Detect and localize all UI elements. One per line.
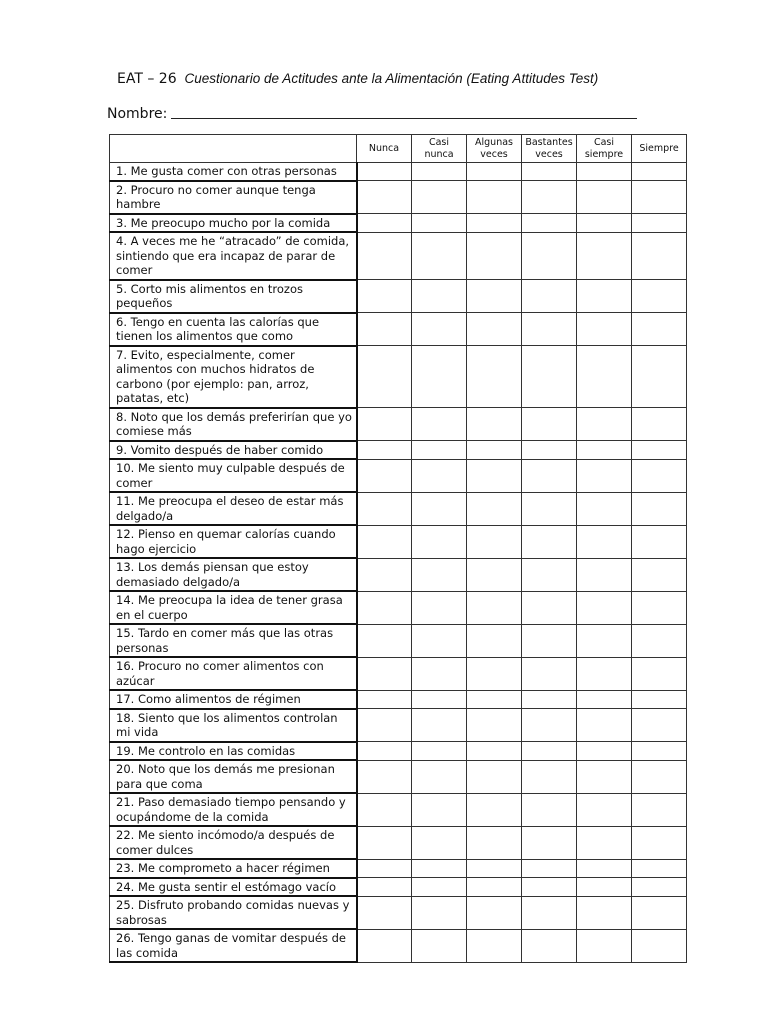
answer-cell[interactable] (467, 709, 522, 742)
table-row (110, 742, 687, 761)
answer-cell[interactable] (412, 878, 467, 897)
answer-cell[interactable] (522, 181, 577, 214)
header-corner (110, 135, 357, 163)
answer-cell[interactable] (632, 408, 687, 441)
answer-cell[interactable] (467, 181, 522, 214)
table-row (110, 793, 687, 826)
answer-cell[interactable] (357, 232, 412, 280)
answer-cell[interactable] (632, 492, 687, 525)
answer-cell[interactable] (467, 232, 522, 280)
table-row (110, 214, 687, 233)
answer-cell[interactable] (357, 214, 412, 233)
answer-cell[interactable] (632, 896, 687, 929)
name-underline[interactable] (171, 104, 637, 119)
answer-cell[interactable] (632, 163, 687, 181)
answer-cell[interactable] (357, 346, 412, 408)
table-row (110, 624, 687, 657)
answer-cell[interactable] (412, 760, 467, 793)
answer-cell[interactable] (467, 742, 522, 761)
answer-cell[interactable] (467, 558, 522, 591)
answer-cell[interactable] (577, 232, 632, 280)
question-text: 18. Siento que los alimentos controlan mi vida (110, 709, 357, 742)
table-row (110, 408, 687, 441)
answer-cell[interactable] (632, 232, 687, 280)
question-text: 16. Procuro no comer alimentos con azúcar (110, 657, 357, 690)
answer-cell[interactable] (467, 859, 522, 878)
document-title (117, 68, 737, 89)
question-text: 13. Los demás piensan que estoy demasiado delgado/a (110, 558, 357, 591)
answer-cell[interactable] (522, 793, 577, 826)
column-header: Bastantes veces (522, 135, 577, 163)
answer-cell[interactable] (632, 181, 687, 214)
answer-cell[interactable] (357, 408, 412, 441)
answer-cell[interactable] (577, 793, 632, 826)
answer-cell[interactable] (522, 859, 577, 878)
answer-cell[interactable] (577, 896, 632, 929)
answer-cell[interactable] (632, 441, 687, 460)
answer-cell[interactable] (412, 558, 467, 591)
answer-cell[interactable] (632, 525, 687, 558)
answer-cell[interactable] (577, 742, 632, 761)
answer-cell[interactable] (467, 929, 522, 962)
answer-cell[interactable] (522, 896, 577, 929)
answer-cell[interactable] (522, 558, 577, 591)
answer-cell[interactable] (632, 859, 687, 878)
answer-cell[interactable] (632, 657, 687, 690)
answer-cell[interactable] (632, 760, 687, 793)
question-text: 15. Tardo en comer más que las otras personas (110, 624, 357, 657)
question-text: 2. Procuro no comer aunque tenga hambre (110, 181, 357, 214)
answer-cell[interactable] (577, 690, 632, 709)
test-code: EAT – 26 (117, 71, 177, 87)
column-header: Siempre (632, 135, 687, 163)
question-text: 20. Noto que los demás me presionan para que coma (110, 760, 357, 793)
answer-cell[interactable] (577, 163, 632, 181)
answer-cell[interactable] (357, 709, 412, 742)
answer-cell[interactable] (577, 214, 632, 233)
answer-cell[interactable] (577, 313, 632, 346)
answer-cell[interactable] (412, 859, 467, 878)
answer-cell[interactable] (522, 313, 577, 346)
test-subtitle: Cuestionario de Actitudes ante la Alimentación (Eating Attitudes Test) (184, 71, 599, 86)
answer-cell[interactable] (467, 441, 522, 460)
answer-cell[interactable] (577, 441, 632, 460)
answer-cell[interactable] (522, 459, 577, 492)
question-text: 22. Me siento incómodo/a después de comer dulces (110, 826, 357, 859)
question-text: 8. Noto que los demás preferirían que yo comiese más (110, 408, 357, 441)
answer-cell[interactable] (522, 525, 577, 558)
answer-cell[interactable] (357, 459, 412, 492)
answer-cell[interactable] (467, 826, 522, 859)
answer-cell[interactable] (357, 280, 412, 313)
question-text: 10. Me siento muy culpable después de comer (110, 459, 357, 492)
answer-cell[interactable] (522, 232, 577, 280)
question-text: 17. Como alimentos de régimen (110, 690, 357, 709)
answer-cell[interactable] (577, 709, 632, 742)
answer-cell[interactable] (577, 760, 632, 793)
table-row (110, 181, 687, 214)
answer-cell[interactable] (577, 558, 632, 591)
answer-cell[interactable] (522, 742, 577, 761)
answer-cell[interactable] (522, 408, 577, 441)
question-text: 6. Tengo en cuenta las calorías que tienen los alimentos que como (110, 313, 357, 346)
answer-cell[interactable] (357, 690, 412, 709)
answer-cell[interactable] (357, 624, 412, 657)
answer-cell[interactable] (632, 280, 687, 313)
table-row (110, 313, 687, 346)
answer-cell[interactable] (522, 441, 577, 460)
answer-cell[interactable] (467, 408, 522, 441)
answer-cell[interactable] (412, 657, 467, 690)
answer-cell[interactable] (467, 214, 522, 233)
table-row (110, 232, 687, 280)
answer-cell[interactable] (522, 624, 577, 657)
question-text: 19. Me controlo en las comidas (110, 742, 357, 761)
answer-cell[interactable] (522, 878, 577, 897)
answer-cell[interactable] (357, 826, 412, 859)
table-row (110, 859, 687, 878)
answer-cell[interactable] (357, 558, 412, 591)
answer-cell[interactable] (522, 163, 577, 181)
answer-cell[interactable] (412, 826, 467, 859)
answer-cell[interactable] (522, 280, 577, 313)
table-row (110, 459, 687, 492)
answer-cell[interactable] (357, 657, 412, 690)
question-text: 1. Me gusta comer con otras personas (110, 163, 357, 181)
table-row (110, 690, 687, 709)
answer-cell[interactable] (467, 346, 522, 408)
answer-cell[interactable] (467, 624, 522, 657)
answer-cell[interactable] (412, 624, 467, 657)
table-row (110, 163, 687, 181)
table-row (110, 878, 687, 897)
answer-cell[interactable] (412, 408, 467, 441)
question-text: 7. Evito, especialmente, comer alimentos con muchos hidratos de carbono (por ejemplo: pan, arroz, patatas, etc) (110, 346, 357, 408)
answer-cell[interactable] (412, 690, 467, 709)
answer-cell[interactable] (522, 929, 577, 962)
answer-cell[interactable] (577, 591, 632, 624)
answer-cell[interactable] (412, 709, 467, 742)
answer-cell[interactable] (412, 313, 467, 346)
answer-cell[interactable] (412, 163, 467, 181)
answer-cell[interactable] (467, 459, 522, 492)
answer-cell[interactable] (412, 280, 467, 313)
question-text: 5. Corto mis alimentos en trozos pequeños (110, 280, 357, 313)
answer-cell[interactable] (357, 441, 412, 460)
answer-cell[interactable] (522, 591, 577, 624)
answer-cell[interactable] (357, 163, 412, 181)
answer-cell[interactable] (467, 280, 522, 313)
answer-cell[interactable] (357, 896, 412, 929)
answer-cell[interactable] (632, 591, 687, 624)
answer-cell[interactable] (577, 525, 632, 558)
answer-cell[interactable] (412, 793, 467, 826)
question-text: 23. Me comprometo a hacer régimen (110, 859, 357, 878)
answer-cell[interactable] (412, 441, 467, 460)
answer-cell[interactable] (577, 657, 632, 690)
answer-cell[interactable] (357, 313, 412, 346)
table-row (110, 492, 687, 525)
answer-cell[interactable] (632, 690, 687, 709)
answer-cell[interactable] (522, 826, 577, 859)
answer-cell[interactable] (357, 793, 412, 826)
answer-cell[interactable] (577, 181, 632, 214)
answer-cell[interactable] (577, 346, 632, 408)
question-text: 9. Vomito después de haber comido (110, 441, 357, 460)
question-text: 14. Me preocupa la idea de tener grasa en el cuerpo (110, 591, 357, 624)
table-row (110, 760, 687, 793)
answer-cell[interactable] (522, 709, 577, 742)
table-row (110, 826, 687, 859)
answer-cell[interactable] (467, 591, 522, 624)
answer-cell[interactable] (467, 313, 522, 346)
answer-cell[interactable] (577, 624, 632, 657)
answer-cell[interactable] (467, 657, 522, 690)
answer-cell[interactable] (632, 826, 687, 859)
answer-cell[interactable] (577, 929, 632, 962)
answer-cell[interactable] (357, 525, 412, 558)
answer-cell[interactable] (412, 492, 467, 525)
question-text: 4. A veces me he “atracado” de comida, sintiendo que era incapaz de parar de comer (110, 232, 357, 280)
answer-cell[interactable] (467, 690, 522, 709)
answer-cell[interactable] (632, 929, 687, 962)
answer-cell[interactable] (632, 558, 687, 591)
answer-cell[interactable] (357, 760, 412, 793)
answer-cell[interactable] (632, 793, 687, 826)
answer-cell[interactable] (412, 232, 467, 280)
answer-cell[interactable] (357, 492, 412, 525)
answer-cell[interactable] (632, 624, 687, 657)
answer-cell[interactable] (412, 181, 467, 214)
answer-cell[interactable] (577, 826, 632, 859)
question-text: 24. Me gusta sentir el estómago vacío (110, 878, 357, 897)
table-row (110, 525, 687, 558)
questionnaire-table (109, 134, 687, 963)
answer-cell[interactable] (467, 878, 522, 897)
answer-cell[interactable] (467, 793, 522, 826)
answer-cell[interactable] (632, 214, 687, 233)
table-row (110, 929, 687, 962)
header-row (110, 135, 687, 163)
column-header: Algunas veces (467, 135, 522, 163)
answer-cell[interactable] (632, 313, 687, 346)
answer-cell[interactable] (412, 525, 467, 558)
answer-cell[interactable] (632, 459, 687, 492)
answer-cell[interactable] (357, 859, 412, 878)
answer-cell[interactable] (412, 346, 467, 408)
answer-cell[interactable] (577, 408, 632, 441)
table-row (110, 441, 687, 460)
question-text: 12. Pienso en quemar calorías cuando hago ejercicio (110, 525, 357, 558)
answer-cell[interactable] (522, 657, 577, 690)
answer-cell[interactable] (522, 346, 577, 408)
answer-cell[interactable] (357, 929, 412, 962)
table-row (110, 709, 687, 742)
answer-cell[interactable] (357, 591, 412, 624)
answer-cell[interactable] (412, 459, 467, 492)
name-label: Nombre: (107, 106, 168, 122)
answer-cell[interactable] (467, 163, 522, 181)
answer-cell[interactable] (467, 896, 522, 929)
answer-cell[interactable] (577, 878, 632, 897)
table-row (110, 591, 687, 624)
answer-cell[interactable] (357, 878, 412, 897)
answer-cell[interactable] (522, 760, 577, 793)
table-row (110, 558, 687, 591)
column-header: Casi siempre (577, 135, 632, 163)
question-text: 21. Paso demasiado tiempo pensando y ocupándome de la comida (110, 793, 357, 826)
answer-cell[interactable] (577, 492, 632, 525)
answer-cell[interactable] (522, 492, 577, 525)
question-text: 26. Tengo ganas de vomitar después de las comida (110, 929, 357, 962)
table-row (110, 346, 687, 408)
answer-cell[interactable] (412, 591, 467, 624)
column-header: Nunca (357, 135, 412, 163)
answer-cell[interactable] (412, 896, 467, 929)
answer-cell[interactable] (357, 181, 412, 214)
table-row (110, 280, 687, 313)
answer-cell[interactable] (412, 929, 467, 962)
answer-cell[interactable] (577, 280, 632, 313)
name-field[interactable] (107, 100, 637, 122)
answer-cell[interactable] (467, 525, 522, 558)
answer-cell[interactable] (632, 742, 687, 761)
answer-cell[interactable] (522, 214, 577, 233)
table-row (110, 657, 687, 690)
answer-cell[interactable] (577, 859, 632, 878)
table-row (110, 896, 687, 929)
answer-cell[interactable] (632, 878, 687, 897)
answer-cell[interactable] (632, 346, 687, 408)
answer-cell[interactable] (467, 760, 522, 793)
question-text: 3. Me preocupo mucho por la comida (110, 214, 357, 233)
column-header: Casi nunca (412, 135, 467, 163)
answer-cell[interactable] (357, 742, 412, 761)
answer-cell[interactable] (412, 214, 467, 233)
answer-cell[interactable] (577, 459, 632, 492)
answer-cell[interactable] (632, 709, 687, 742)
question-text: 25. Disfruto probando comidas nuevas y sabrosas (110, 896, 357, 929)
answer-cell[interactable] (412, 742, 467, 761)
question-text: 11. Me preocupa el deseo de estar más delgado/a (110, 492, 357, 525)
answer-cell[interactable] (522, 690, 577, 709)
answer-cell[interactable] (467, 492, 522, 525)
